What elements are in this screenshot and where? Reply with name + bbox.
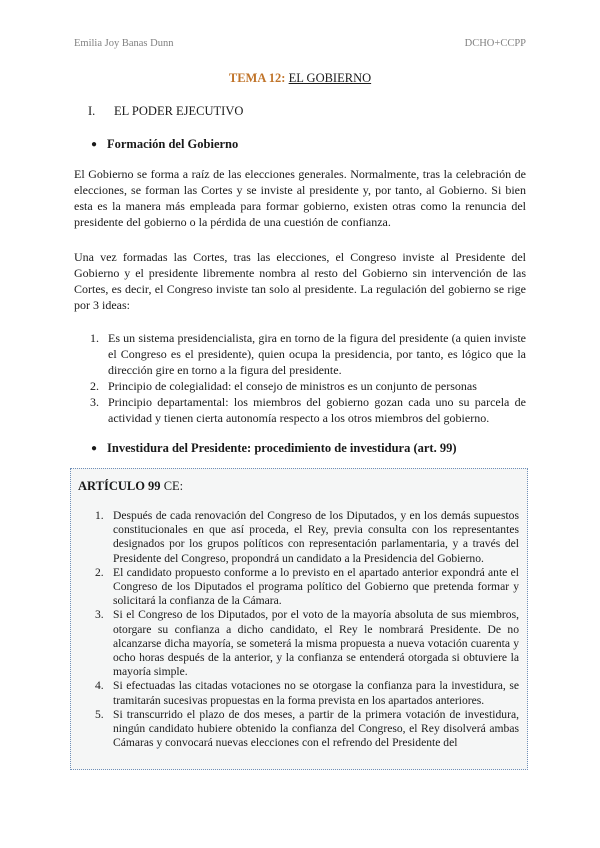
article-item [95, 608, 519, 679]
page-header [74, 38, 526, 52]
article-item-text: Si efectuadas las citadas votaciones no se otorgase la confianza para la investidura, se tramitarán sucesivas propuestas en la forma prevista en los apartados anteriores. [113, 679, 519, 707]
list-item [90, 330, 526, 378]
article-item-number: 4. [95, 679, 104, 693]
article-title: ARTÍCULO 99 [78, 479, 161, 493]
list-item-number: 2. [90, 379, 99, 393]
page-title [0, 71, 600, 86]
article-item [95, 708, 519, 751]
header-course: DCHO+CCPP [464, 38, 526, 49]
bullet-heading-text: Formación del Gobierno [107, 137, 239, 151]
article-item [95, 566, 519, 609]
article-item-number: 3. [95, 608, 104, 622]
bullet-heading-investidura [91, 441, 457, 456]
article-item-number: 5. [95, 707, 104, 721]
article-item-text: Si el Congreso de los Diputados, por el voto de la mayoría absoluta de sus miembros, otorgare su confianza a dicho candidato, el Rey le nombrará Presidente. De no alcanzarse dicha mayoría, se someterá la misma propuesta a nueva votación cuarenta y ocho horas después de la anterior, y la confianza se entenderá otorgada si obtuviere la mayoría simple. [113, 608, 519, 679]
list-item-number: 1. [90, 331, 99, 345]
article-item-number: 2. [95, 565, 104, 579]
ideas-list [90, 330, 526, 426]
section-label: EL PODER EJECUTIVO [114, 104, 244, 118]
article-item-text: El candidato propuesto conforme a lo previsto en el apartado anterior expondrá ante el Congreso de los Diputados el programa político del Gobierno que pretenda formar y solicitará la confianza de la Cámara. [113, 565, 519, 608]
article-item [95, 509, 519, 566]
article-box [70, 468, 528, 770]
bullet-dot-icon: ● [91, 443, 98, 454]
title-prefix: TEMA 12: [228, 71, 286, 85]
list-item [90, 394, 526, 426]
paragraph-1: El Gobierno se forma a raíz de las elecciones generales. Normalmente, tras la celebración de elecciones, se forman las Cortes y se inviste al presidente y, por tanto, al Gobierno. Si bien esta es la manera más empleada para formar gobierno, existen otras como la renuncia del presidente del gobierno o la pérdida de una cuestión de confianza. [74, 167, 526, 229]
article-item-number: 1. [95, 509, 104, 522]
article-source: CE: [163, 479, 184, 493]
bullet-heading-text: Investidura del Presidente: procedimiento de investidura (art. 99) [107, 441, 457, 455]
bullet-dot-icon: ● [91, 139, 98, 150]
article-heading [78, 479, 183, 494]
article-item-text: Si transcurrido el plazo de dos meses, a partir de la primera votación de investidura, ningún candidato hubiere obtenido la confianza del Congreso, el Rey disolverá ambas Cámaras y convocará nuevas elecciones con el refrendo del Presidente del [113, 707, 519, 750]
list-item-text: Principio departamental: los miembros del gobierno gozan cada uno su parcela de actividad y tienen cierta autonomía respecto a los otros miembros del gobierno. [108, 395, 526, 425]
list-item-text: Principio de colegialidad: el consejo de ministros es un conjunto de personas [108, 379, 477, 393]
paragraph-2: Una vez formadas las Cortes, tras las elecciones, el Congreso inviste al Presidente del Gobierno y el presidente libremente nombra al resto del Gobierno sin intervención de las Cortes, es decir, el Congreso inviste tan solo al presidente. La regulación del gobierno se rige por 3 ideas: [74, 250, 526, 312]
list-item-number: 3. [90, 395, 99, 409]
title-main: EL GOBIERNO [288, 71, 372, 85]
article-list [95, 509, 519, 750]
list-item [90, 378, 526, 394]
bullet-heading-formacion [91, 137, 238, 152]
article-item-text: Después de cada renovación del Congreso de los Diputados, y en los demás supuestos constitucionales en que así proceda, el Rey, previa consulta con los representantes designados por los grupos políticos con representación parlamentaria, y a través del Presidente del Congreso, propondrá un candidato a la Presidencia del Gobierno. [113, 509, 519, 565]
section-number: I. [88, 104, 96, 118]
article-item [95, 679, 519, 707]
header-author: Emilia Joy Banas Dunn [74, 38, 174, 49]
list-item-text: Es un sistema presidencialista, gira en torno de la figura del presidente (a quien inviste el Congreso es el presidente), quien ocupa la presidencia, por tanto, es lógico que la dirección gire en torno a la figura del presidente. [108, 331, 526, 377]
section-heading [88, 104, 243, 119]
